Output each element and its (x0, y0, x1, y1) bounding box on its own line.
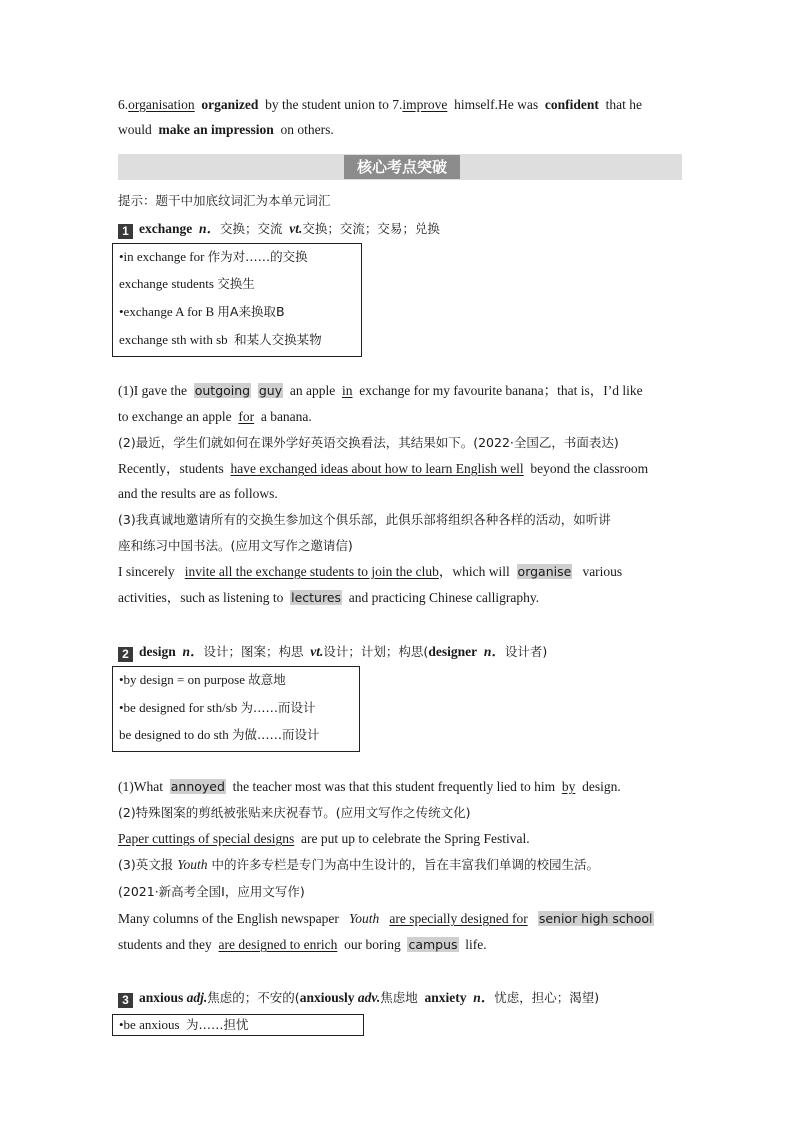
usage-row: be designed to do sth 为做……而设计 (119, 727, 320, 742)
s1-example-3-chinese-2: 座和练习中国书法。(应用文写作之邀请信) (118, 538, 353, 553)
usage-box-design (112, 666, 360, 752)
s2-example-2-chinese: (2)特殊图案的剪纸被张贴来庆祝春节。(应用文写作之传统文化) (118, 805, 471, 820)
s2-example-3-chinese: (3)英文报 Youth 中的许多专栏是专门为高中生设计的，旨在丰富我们单调的校园生活。 (118, 857, 599, 872)
usage-row: •exchange A for B 用A来换取B (119, 304, 285, 319)
section-banner-title: 核心考点突破 (344, 155, 460, 179)
usage-box-exchange (112, 243, 362, 357)
usage-row: •be designed for sth/sb 为……而设计 (119, 700, 316, 715)
s2-example-2-english: Paper cuttings of special designs are put up to celebrate the Spring Festival. (118, 831, 530, 846)
section-number-badge: 1 (118, 224, 133, 239)
s1-example-2-line-1: Recently，students have exchanged ideas about how to learn English well beyond the classroom (118, 461, 649, 476)
section-number-badge: 3 (118, 993, 133, 1008)
s1-example-3-line-1: I sincerely invite all the exchange students to join the club，which will organise various (118, 564, 623, 579)
usage-row: •by design = on purpose 故意地 (119, 672, 286, 687)
section-2-heading: 2 design n．设计；图案；构思 vt.设计；计划；构思(designer n．设计者) (118, 642, 547, 662)
s2-example-3-line-2: students and they are designed to enrich our boring campus life. (118, 937, 487, 952)
usage-row: exchange sth with sb 和某人交换某物 (119, 332, 322, 347)
s2-example-3-source: (2021·新高考全国Ⅰ，应用文写作) (118, 884, 305, 899)
s1-example-3-chinese-1: (3)我真诚地邀请所有的交换生参加这个俱乐部，此俱乐部将组织各种各样的活动，如听讲 (118, 512, 611, 527)
usage-row: •in exchange for 作为对……的交换 (119, 249, 308, 264)
s2-example-3-line-1: Many columns of the English newspaper Youth are specially designed for senior high school (118, 911, 653, 926)
usage-row: •be anxious 为……担忧 (119, 1017, 249, 1032)
s1-example-1-line-2: to exchange an apple for a banana. (118, 409, 312, 424)
hint-text: 提示：题干中加底纹词汇为本单元词汇 (118, 193, 331, 208)
section-number-badge: 2 (118, 647, 133, 662)
s1-example-1-line-1: (1)I gave the outgoing guy an apple in exchange for my favourite banana；that is，I’d like (118, 383, 643, 398)
section-1-heading: 1 exchange n．交换；交流 vt.交换；交流；交易；兑换 (118, 219, 440, 239)
s2-example-1: (1)What annoyed the teacher most was that this student frequently lied to him by design. (118, 779, 621, 794)
usage-row: exchange students 交换生 (119, 276, 255, 291)
section-3-heading: 3 anxious adj.焦虑的；不安的(anxiously adv.焦虑地 anxiety n．忧虑，担心；渴望) (118, 988, 599, 1008)
intro-line-2: would make an impression on others. (118, 122, 334, 137)
intro-line-1: 6.organisation organized by the student union to 7.improve himself.He was confident that he (118, 97, 642, 112)
s1-example-2-line-2: and the results are as follows. (118, 486, 278, 501)
s1-example-2-chinese: (2)最近，学生们就如何在课外学好英语交换看法，其结果如下。(2022·全国乙，书面表达) (118, 435, 619, 450)
usage-box-anxious (112, 1014, 364, 1036)
s1-example-3-line-2: activities，such as listening to lectures and practicing Chinese calligraphy. (118, 590, 540, 605)
